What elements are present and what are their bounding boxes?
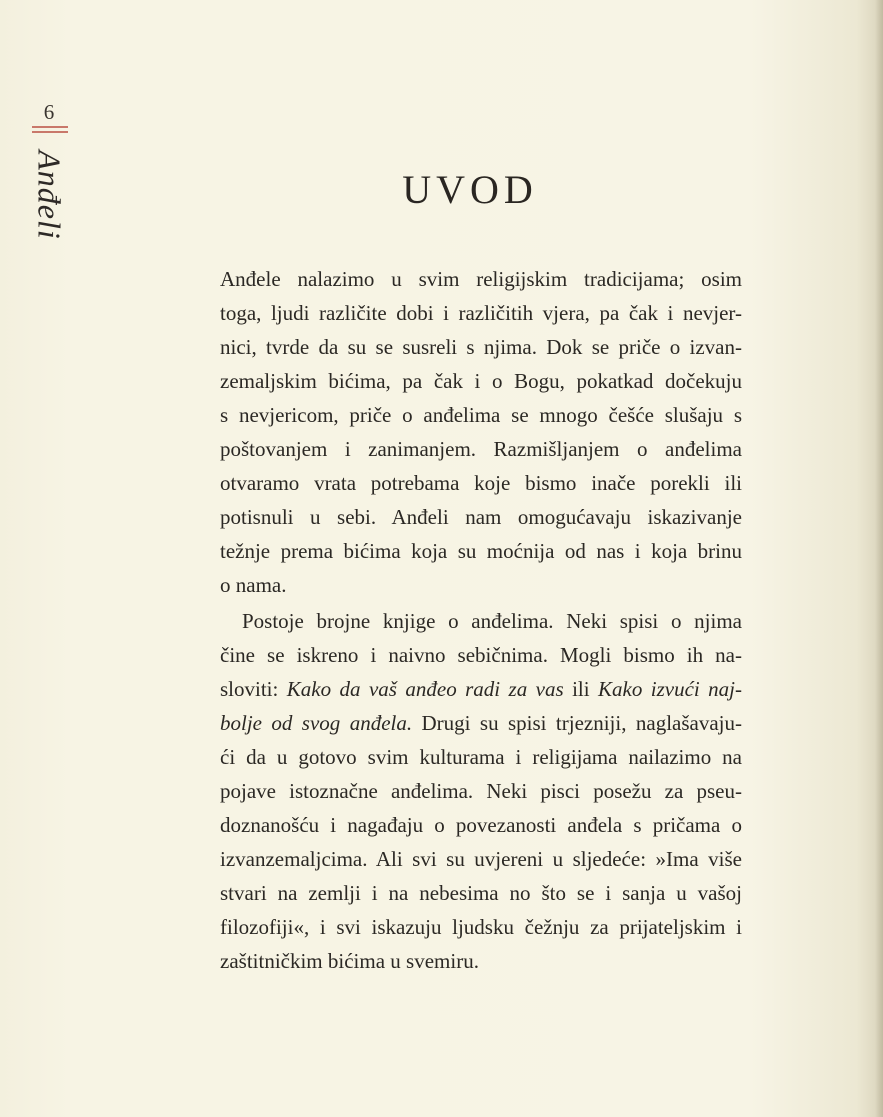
text-line: nici, tvrde da su se susreli s njima. Dok se priče o izvan- [220,335,742,359]
text-run: ili [563,677,598,701]
text-line: Postoje brojne knjige o anđelima. Neki spisi o njima [242,609,742,633]
paragraph-2 [220,604,742,978]
text-line: ći da u gotovo svim kulturama i religijama nailazimo na [220,745,742,769]
page-number: 6 [43,100,55,124]
text-line: izvanzemaljcima. Ali svi su uvjereni u sljedeće: »Ima više [220,847,742,871]
italic-book-title: Kako da vaš anđeo radi za vas [286,677,564,701]
text-line: težnje prema bićima koja su moćnija od nas i koja brinu [220,539,742,563]
text-line: o nama. [220,573,287,597]
accent-rule-top [32,126,68,128]
text-line: čine se iskreno i naivno sebičnima. Mogli bismo ih na- [220,643,742,667]
accent-rule-bottom [32,131,68,133]
text-line: poštovanjem i zanimanjem. Razmišljanjem o anđelima [220,437,742,461]
text-line-with-italics [220,672,742,706]
text-line: zaštitničkim bićima u svemiru. [220,949,479,973]
italic-book-title: Kako izvući naj- [598,677,742,701]
body-text [220,262,742,978]
running-head-text: Anđeli [31,150,68,240]
text-line: filozofiji«, i svi iskazuju ljudsku čežnju za prijateljskim i [220,915,742,939]
text-line: otvaramo vrata potrebama koje bismo inače porekli ili [220,471,742,495]
paragraph-1 [220,262,742,602]
chapter-title: UVOD [402,167,538,212]
page-edge-shadow [875,0,883,1117]
text-line: s nevjericom, priče o anđelima se mnogo češće slušaju s [220,403,742,427]
text-line: toga, ljudi različite dobi i različitih vjera, pa čak i nevjer- [220,301,742,325]
text-line: pojave istoznačne anđelima. Neki pisci posežu za pseu- [220,779,742,803]
text-line: potisnuli u sebi. Anđeli nam omogućavaju iskazivanje [220,505,742,529]
text-run: Drugi su spisi trjezniji, naglašavaju- [412,711,742,735]
running-head [31,150,68,240]
text-run: sloviti: [220,677,287,701]
text-line: stvari na zemlji i na nebesima no što se i sanja u vašoj [220,881,742,905]
text-line: zemaljskim bićima, pa čak i o Bogu, pokatkad dočekuju [220,369,742,393]
text-line: doznanošću i nagađaju o povezanosti anđela s pričama o [220,813,742,837]
text-line-with-italics [220,706,742,740]
text-line: Anđele nalazimo u svim religijskim tradicijama; osim [220,267,742,291]
italic-book-title: bolje od svog anđela. [220,711,413,735]
